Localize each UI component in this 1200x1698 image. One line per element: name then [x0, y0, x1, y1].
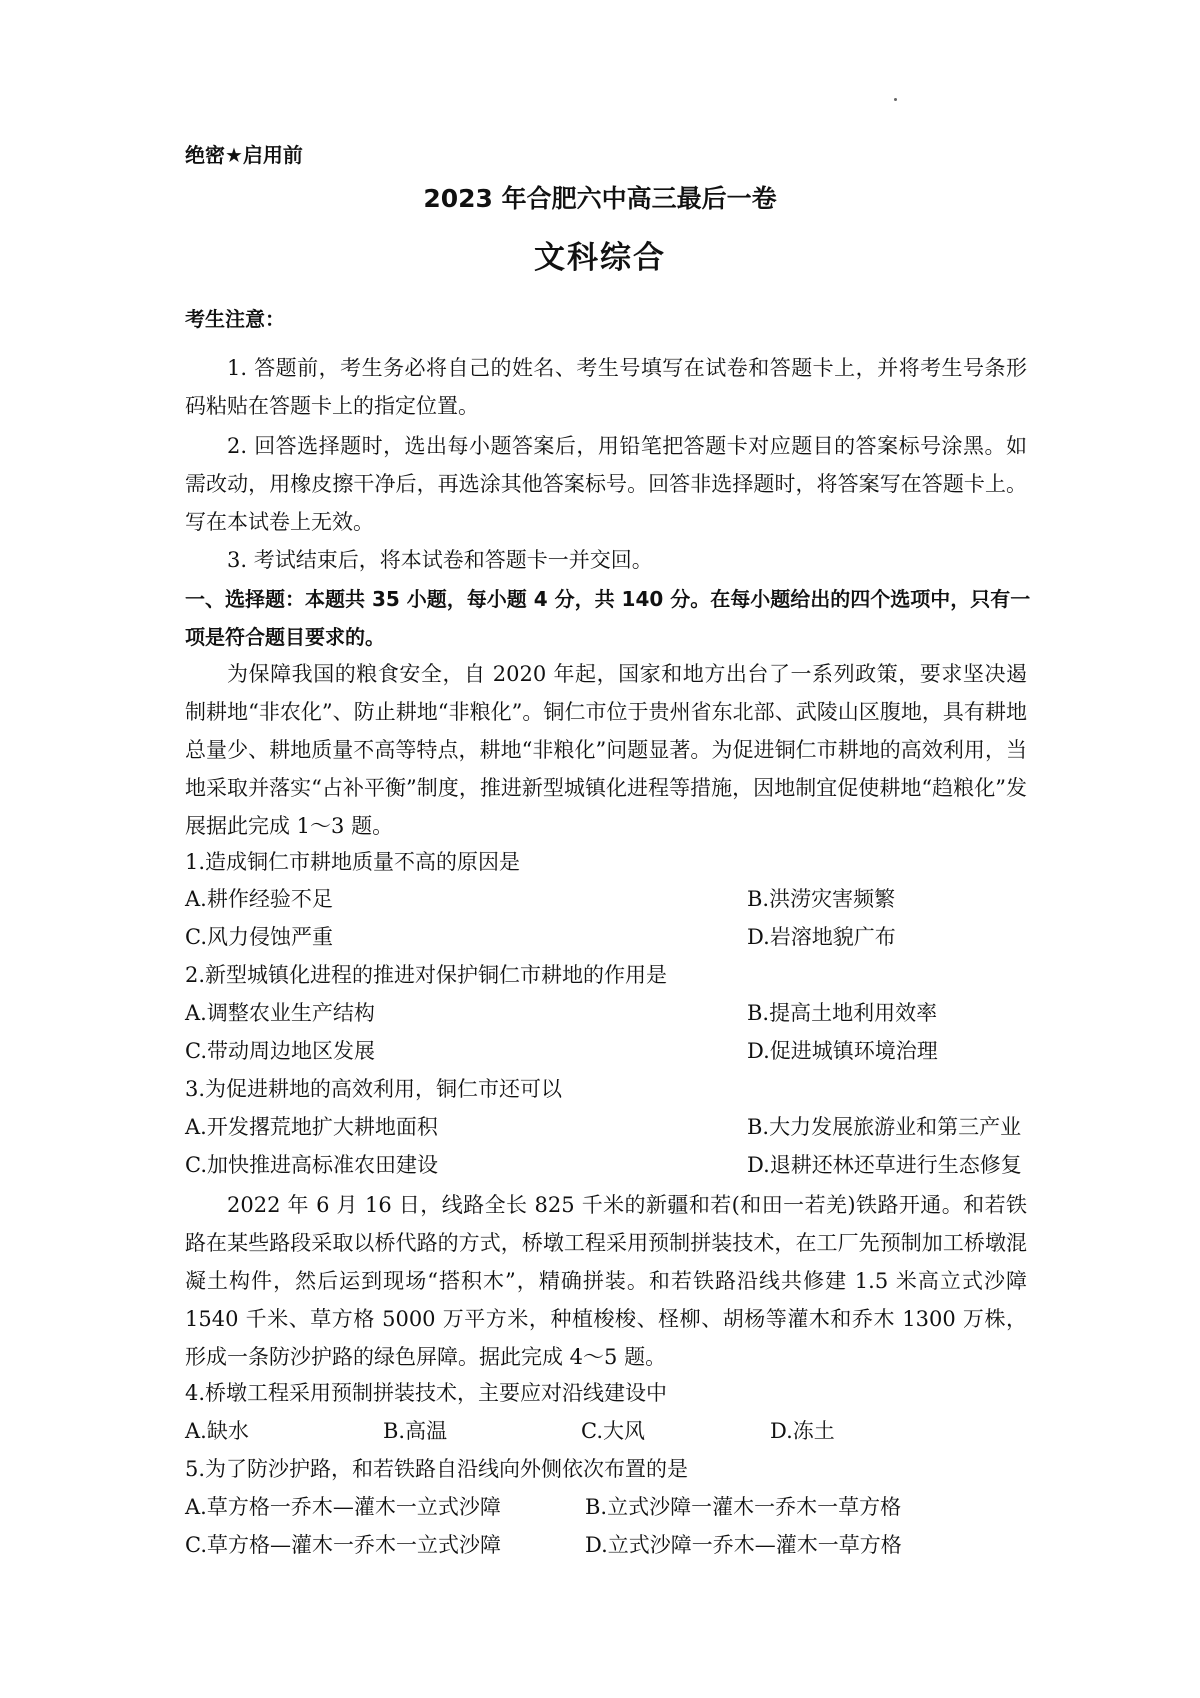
question-4-option-d: D.冻土: [770, 1419, 835, 1443]
question-5-option-c: C.草方格—灌木一乔木一立式沙障: [185, 1533, 501, 1557]
question-1-option-c: C.风力侵蚀严重: [185, 925, 333, 949]
notice-item-3: 3. 考试结束后，将本试卷和答题卡一并交回。: [227, 548, 653, 572]
question-3-option-b: B.大力发展旅游业和第三产业: [747, 1115, 1022, 1139]
question-1-row-2: [185, 922, 896, 952]
notice-heading: 考生注意：: [185, 307, 285, 331]
question-4-option-a: A.缺水: [185, 1419, 249, 1443]
question-3-stem: 3.为促进耕地的高效利用，铜仁市还可以: [185, 1077, 563, 1101]
question-1-option-d: D.岩溶地貌广布: [747, 925, 896, 949]
passage-2: 2022 年 6 月 16 日，线路全长 825 千米的新疆和若(和田一若羌)铁路开通。和若铁路在某些路段采取以桥代路的方式，桥墩工程采用预制拼装技术，在工厂先预制加工桥墩混凝土构件，然后运到现场“搭积木”，精确拼装。和若铁路沿线共修建 1.5 米高立式沙障 1540 千米、草方格 5000 万平方米，种植梭梭、柽柳、胡杨等灌木和乔木 1300 万株，形成一条防沙护路的绿色屏障。据此完成 4～5 题。: [185, 1193, 1027, 1369]
secret-mark: 绝密★启用前: [185, 143, 303, 167]
question-2-option-a: A.调整农业生产结构: [185, 1001, 375, 1025]
section-heading: 一、选择题：本题共 35 小题，每小题 4 分，共 140 分。在每小题给出的四个选项中，只有一项是符合题目要求的。: [185, 587, 1031, 649]
exam-title: 2023 年合肥六中高三最后一卷: [423, 184, 777, 213]
question-2-row-2: [185, 1036, 938, 1066]
question-5-option-d: D.立式沙障一乔木—灌木一草方格: [585, 1533, 902, 1557]
subject-title: 文科综合: [534, 240, 666, 276]
question-2-option-d: D.促进城镇环境治理: [747, 1039, 938, 1063]
question-2-option-b: B.提高土地利用效率: [747, 1001, 938, 1025]
question-4-option-c: C.大风: [581, 1419, 645, 1443]
question-3-option-a: A.开发撂荒地扩大耕地面积: [185, 1115, 438, 1139]
notice-item-1: 1. 答题前，考生务必将自己的姓名、考生号填写在试卷和答题卡上，并将考生号条形码粘贴在答题卡上的指定位置。: [185, 356, 1027, 418]
question-5-row-2: [185, 1530, 902, 1560]
question-3-row-1: [185, 1112, 1022, 1142]
question-4-stem: 4.桥墩工程采用预制拼装技术，主要应对沿线建设中: [185, 1381, 668, 1405]
question-5-option-a: A.草方格一乔木—灌木一立式沙障: [185, 1495, 501, 1519]
question-3-row-2: [185, 1150, 1022, 1180]
question-3-option-d: D.退耕还林还草进行生态修复: [747, 1153, 1022, 1177]
question-2-row-1: [185, 998, 938, 1028]
question-3-option-c: C.加快推进高标准农田建设: [185, 1153, 438, 1177]
question-5-row-1: [185, 1492, 902, 1522]
question-1-row-1: [185, 884, 896, 914]
question-5-option-b: B.立式沙障一灌木一乔木一草方格: [585, 1495, 902, 1519]
question-4-option-b: B.高温: [383, 1419, 448, 1443]
question-1-option-b: B.洪涝灾害频繁: [747, 887, 896, 911]
question-5-stem: 5.为了防沙护路，和若铁路自沿线向外侧依次布置的是: [185, 1457, 689, 1481]
question-2-stem: 2.新型城镇化进程的推进对保护铜仁市耕地的作用是: [185, 963, 668, 987]
notice-item-2: 2. 回答选择题时，选出每小题答案后，用铅笔把答题卡对应题目的答案标号涂黑。如需改动，用橡皮擦干净后，再选涂其他答案标号。回答非选择题时，将答案写在答题卡上。写在本试卷上无效。: [185, 434, 1027, 534]
scan-speck: [894, 98, 897, 101]
question-2-option-c: C.带动周边地区发展: [185, 1039, 375, 1063]
question-1-option-a: A.耕作经验不足: [185, 887, 333, 911]
question-4-row: [185, 1416, 1035, 1446]
passage-1: 为保障我国的粮食安全，自 2020 年起，国家和地方出台了一系列政策，要求坚决遏制耕地“非农化”、防止耕地“非粮化”。铜仁市位于贵州省东北部、武陵山区腹地，具有耕地总量少、耕地质量不高等特点，耕地“非粮化”问题显著。为促进铜仁市耕地的高效利用，当地采取并落实“占补平衡”制度，推进新型城镇化进程等措施，因地制宜促使耕地“趋粮化”发展据此完成 1～3 题。: [185, 662, 1027, 838]
question-1-stem: 1.造成铜仁市耕地质量不高的原因是: [185, 850, 521, 874]
